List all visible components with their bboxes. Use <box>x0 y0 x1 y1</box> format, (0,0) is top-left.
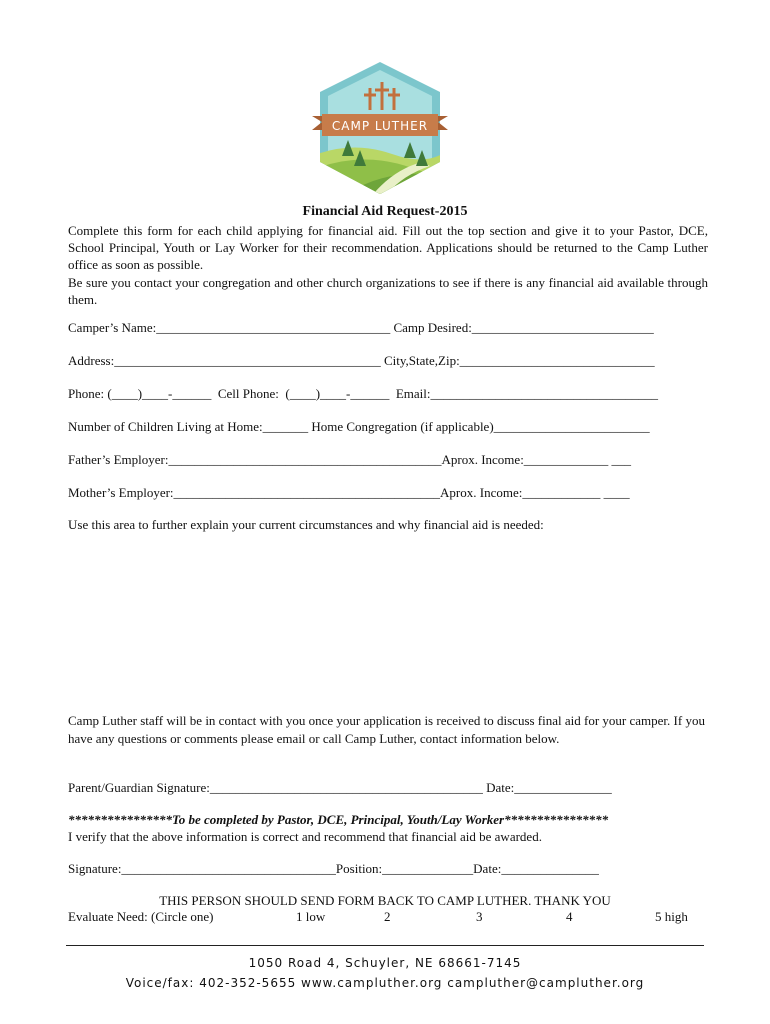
logo-text: CAMP LUTHER <box>331 119 429 133</box>
explain-area[interactable] <box>68 540 708 700</box>
evaluate-option-5[interactable]: 5 high <box>655 909 688 924</box>
mother-employer-field[interactable]: Mother’s Employer:_________________________________________Aprox. Income:____________ ____ <box>68 485 630 500</box>
phone-field[interactable]: Phone: (____)____-______ Cell Phone: (____)____-______ Email:___________________________________ <box>68 386 659 401</box>
footer-contact: Voice/fax: 402-352-5655 www.campluther.org campluther@campluther.org <box>125 976 645 990</box>
intro-text <box>68 222 708 308</box>
campers-name-field[interactable]: Camper’s Name:____________________________________ Camp Desired:____________________________ <box>68 320 654 335</box>
verify-statement: I verify that the above information is correct and recommend that financial aid be awarded. <box>68 829 542 844</box>
pastor-section-header: ****************To be completed by Pastor, DCE, Principal, Youth/Lay Worker**************** <box>68 812 609 827</box>
contact-paragraph: Camp Luther staff will be in contact with you once your application is received to discuss final aid for your camper. If you have any questions or comments please email or call Camp Luther, contact information below. <box>68 713 705 746</box>
footer-address: 1050 Road 4, Schuyler, NE 68661-7145 <box>248 956 522 970</box>
evaluate-option-3[interactable]: 3 <box>476 909 483 924</box>
camp-luther-logo <box>312 58 448 198</box>
intro-paragraph-2: Be sure you contact your congregation and other church organizations to see if there is any financial aid available through them. <box>68 274 708 307</box>
children-congregation-field[interactable]: Number of Children Living at Home:_______ Home Congregation (if applicable)________________________ <box>68 419 650 434</box>
evaluate-option-2[interactable]: 2 <box>384 909 391 924</box>
form-title: Financial Aid Request-2015 <box>302 204 468 219</box>
explain-label: Use this area to further explain your current circumstances and why financial aid is needed: <box>68 517 544 532</box>
send-back-notice: THIS PERSON SHOULD SEND FORM BACK TO CAMP LUTHER. THANK YOU <box>159 893 611 908</box>
evaluate-label: Evaluate Need: (Circle one) <box>68 909 214 924</box>
parent-signature-field[interactable]: Parent/Guardian Signature:__________________________________________ Date:_______________ <box>68 780 612 795</box>
address-field[interactable]: Address:_________________________________________ City,State,Zip:______________________________ <box>68 353 655 368</box>
footer-divider <box>66 945 704 946</box>
evaluate-option-1[interactable]: 1 low <box>296 909 326 924</box>
evaluate-option-4[interactable]: 4 <box>566 909 573 924</box>
pastor-signature-field[interactable]: Signature:_________________________________Position:______________Date:_______________ <box>68 861 599 876</box>
intro-paragraph-1: Complete this form for each child applying for financial aid. Fill out the top section and give it to your Pastor, DCE, School Principal, Youth or Lay Worker for their recommendation. Applications should be returned to the Camp Luther office as soon as possible. <box>68 223 708 273</box>
father-employer-field[interactable]: Father’s Employer:__________________________________________Aprox. Income:_____________ ___ <box>68 452 632 467</box>
